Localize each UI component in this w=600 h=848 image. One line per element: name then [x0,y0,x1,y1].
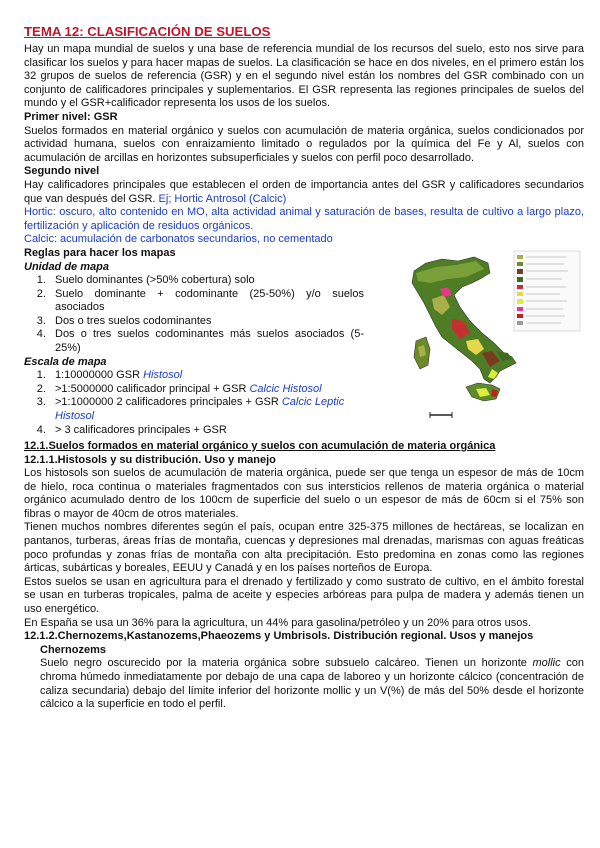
list-item: 4. Dos o tres suelos codominantes más suelos asociados (5-25%) [49,328,364,355]
list-item: 3. >1:1000000 2 calificadores principales + GSR Calcic Leptic Histosol [49,396,364,423]
page-title: TEMA 12: CLASIFICACIÓN DE SUELOS [24,24,271,39]
list-item: 2. >1:5000000 calificador principal + GSR Calcic Histosol [49,383,364,397]
chernozems-paragraph: Suelo negro oscurecido por la materia orgánica sobre subsuelo calcáreo. Tienen un horizonte mollic con chroma húmedo inmediatamente por debajo de una capa de laboreo y un horizonte cálcico (concentración de caliza secundaria) debajo del límite inferior del horizonte mollic y un V(%) de más del 50% desde el horizonte cálcico a la superficie en todo el perfil. [40,657,584,711]
rules-section [24,246,584,436]
italy-soil-map [396,249,582,427]
histosols-paragraph-1: Los histosols son suelos de acumulación de materia orgánica, puede ser que tenga un espesor de más de 10cm de hielo, roca continua o materiales fragmentados con sus intersticios rellenos de materia orgánica o material orgánico acumulado dentro de los 100cm de superficie del suelo o un espesor de más de 60cm si el 75% son fibras o mayor de 40cm de otros materiales. [24,467,584,520]
section-12-1-2-heading: 12.1.2.Chernozems,Kastanozems,Phaeozems y Umbrisols. Distribución regional. Usos y manejos [24,630,534,643]
list-item: 4. > 3 calificadores principales + GSR [49,424,364,438]
list-item: 1. Suelo dominantes (>50% cobertura) solo [49,274,364,288]
map-unit-heading: Unidad de mapa [24,260,109,273]
list-item: 3. Dos o tres suelos codominantes [49,315,364,329]
histosols-paragraph-3: Estos suelos se usan en agricultura para el drenado y fertilizado y como sustrato de cultivo, en el ámbito forestal se usan en turberas tropicales, palma de aceite y especies arbóreas para pulpa de madera y además tienen un uso energético. [24,575,584,616]
level2-text: Hay calificadores principales que establecen el orden de importancia antes del GSR y calificadores secundarios que van después del GSR. Ej; Hortic Antrosol (Calcic) [24,178,584,205]
histosols-paragraph-2: Tienen muchos nombres diferentes según el país, ocupan entre 325-375 millones de hectáreas, se localizan en pantanos, turberas, áreas frías de montaña, cuencas y depresiones mal drenadas, marismas con aguas freáticas poco profundas y zonas frías de montaña con alta precipitación. Esto predomina en zonas como las regiones árticas, subárticas y boreales, EEUU y Canadá y en los países norteños de Europa. [24,521,584,575]
rules-heading: Reglas para hacer los mapas [24,246,176,259]
list-item: 1. 1:10000000 GSR Histosol [49,369,364,383]
hortic-definition: Hortic: oscuro, alto contenido en MO, alta actividad animal y saturación de bases, resulta de cultivo a largo plazo, fertilización y aplicación de residuos orgánicos. [24,206,584,232]
intro-paragraph: Hay un mapa mundial de suelos y una base de referencia mundial de los recursos del suelo, esto nos sirve para clasificar los suelos y para hacer mapas de suelos. La clasificación se hace en dos niveles, en el primero están los 32 grupos de suelos de referencia (GSR) y en el segundo nivel están los nombres del GSR combinado con un conjunto de calificadores principales y suplementarios. El GSR representa las regiones principales de suelos del mundo y el GSR+calificador representa los usos de los suelos. [24,43,584,110]
level2-example: Ej; Hortic Antrosol (Calcic) [155,192,287,205]
list-item: 2. Suelo dominante + codominante (25-50%) y/o suelos asociados [49,288,364,315]
chernozems-heading: Chernozems [40,643,107,656]
level1-text: Suelos formados en material orgánico y suelos con acumulación de materia orgánica, suelos condicionados por actividad humana, suelos con enraizamiento limitado o regulados por la química del Fe y Al, suelos con acumulación de arcillas en horizontes subsuperficiales y suelos con perfil poco desarrollado. [24,124,584,164]
histosols-paragraph-4: En España se usa un 36% para la agricultura, un 44% para gasolina/petróleo y un 20% para otros usos. [24,616,531,629]
map-unit-list [24,274,364,356]
level1-heading: Primer nivel: GSR [24,110,118,123]
map-legend [514,251,580,331]
level2-heading: Segundo nivel [24,165,100,178]
calcic-definition: Calcic: acumulación de carbonatos secundarios, no cementado [24,233,333,246]
section-12-1-heading: 12.1.Suelos formados en material orgánico y suelos con acumulación de materia orgánica [24,439,496,452]
section-12-1-1-heading: 12.1.1.Histosols y su distribución. Uso y manejo [24,453,276,466]
map-scale-heading: Escala de mapa [24,355,107,368]
map-scale-list [24,369,364,437]
